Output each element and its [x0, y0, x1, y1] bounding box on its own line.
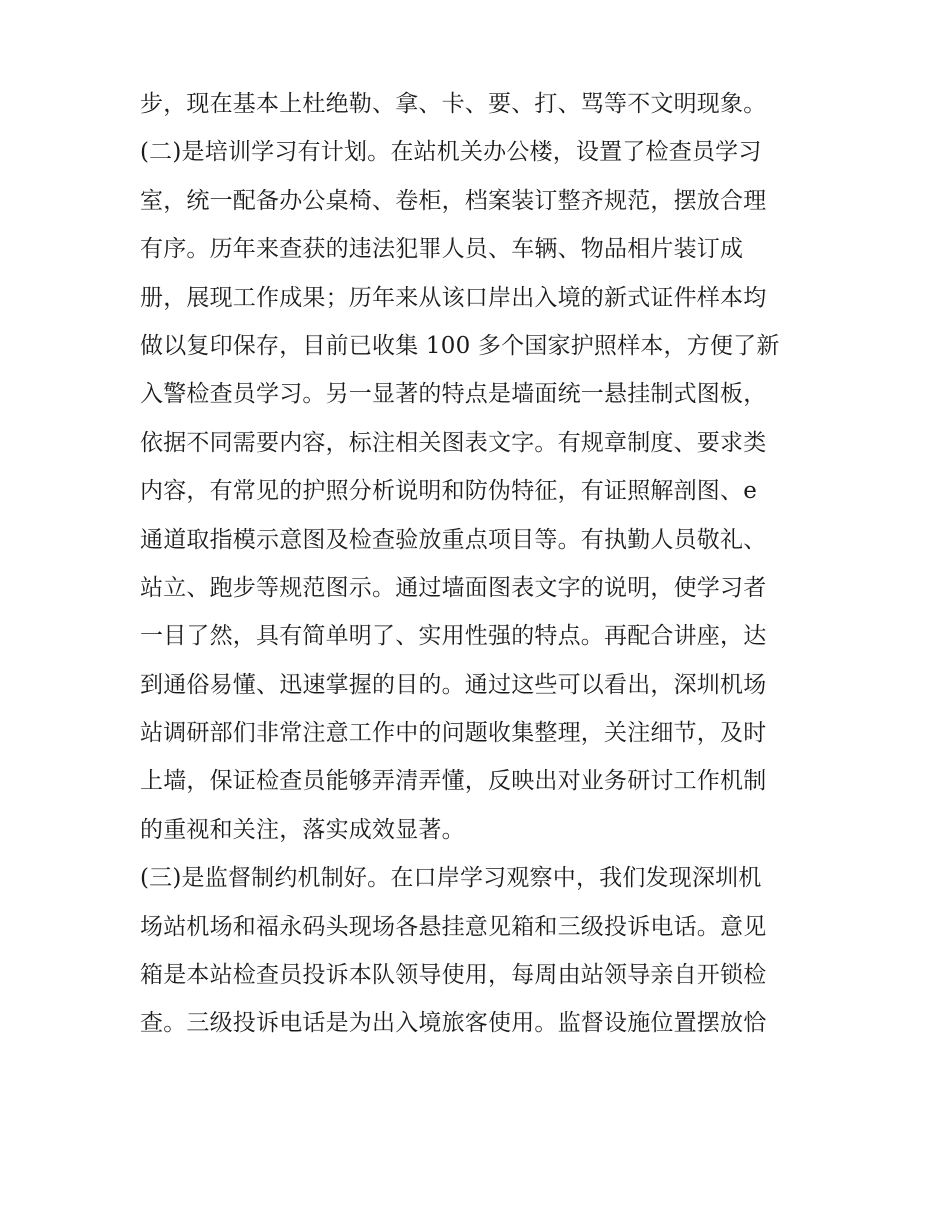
text-line: 站调研部们非常注意工作中的问题收集整理，关注细节，及时: [140, 720, 767, 747]
text-line: 通道取指模示意图及检查验放重点项目等。有执勤人员敬礼、: [140, 526, 767, 553]
text-line: 有序。历年来查获的违法犯罪人员、车辆、物品相片装订成: [140, 236, 744, 263]
text-line: 步，现在基本上杜绝勒、拿、卡、要、打、骂等不文明现象。: [140, 91, 767, 117]
text-line: 做以复印保存，目前已收集 100 多个国家护照样本，方便了新: [140, 332, 780, 359]
text-line: 的重视和关注，落实成效显著。: [140, 816, 465, 843]
text-line: (三)是监督制约机制好。在口岸学习观察中，我们发现深圳机: [140, 865, 762, 892]
text-line: 站立、跑步等规范图示。通过墙面图表文字的说明，使学习者: [140, 574, 767, 601]
text-line: 册，展现工作成果；历年来从该口岸出入境的新式证件样本均: [140, 284, 767, 311]
text-line: 入警检查员学习。另一显著的特点是墙面统一悬挂制式图板，: [140, 381, 767, 408]
text-line: 到通俗易懂、迅速掌握的目的。通过这些可以看出，深圳机场: [140, 671, 767, 698]
document-body: [140, 80, 820, 1048]
text-line: 场站机场和福永码头现场各悬挂意见箱和三级投诉电话。意见: [140, 913, 767, 940]
text-line: 内容，有常见的护照分析说明和防伪特征，有证照解剖图、e: [140, 478, 758, 505]
text-line: 依据不同需要内容，标注相关图表文字。有规章制度、要求类: [140, 429, 767, 456]
text-line: 室，统一配备办公桌椅、卷柜，档案装订整齐规范，摆放合理: [140, 187, 767, 214]
text-line: 一目了然，具有简单明了、实用性强的特点。再配合讲座，达: [140, 623, 767, 650]
text-line: 上墙，保证检查员能够弄清弄懂，反映出对业务研讨工作机制: [140, 768, 767, 795]
text-line: 查。三级投诉电话是为出入境旅客使用。监督设施位置摆放恰: [140, 1010, 767, 1037]
text-line: (二)是培训学习有计划。在站机关办公楼，设置了检查员学习: [140, 139, 762, 166]
text-line: 箱是本站检查员投诉本队领导使用，每周由站领导亲自开锁检: [140, 962, 767, 989]
